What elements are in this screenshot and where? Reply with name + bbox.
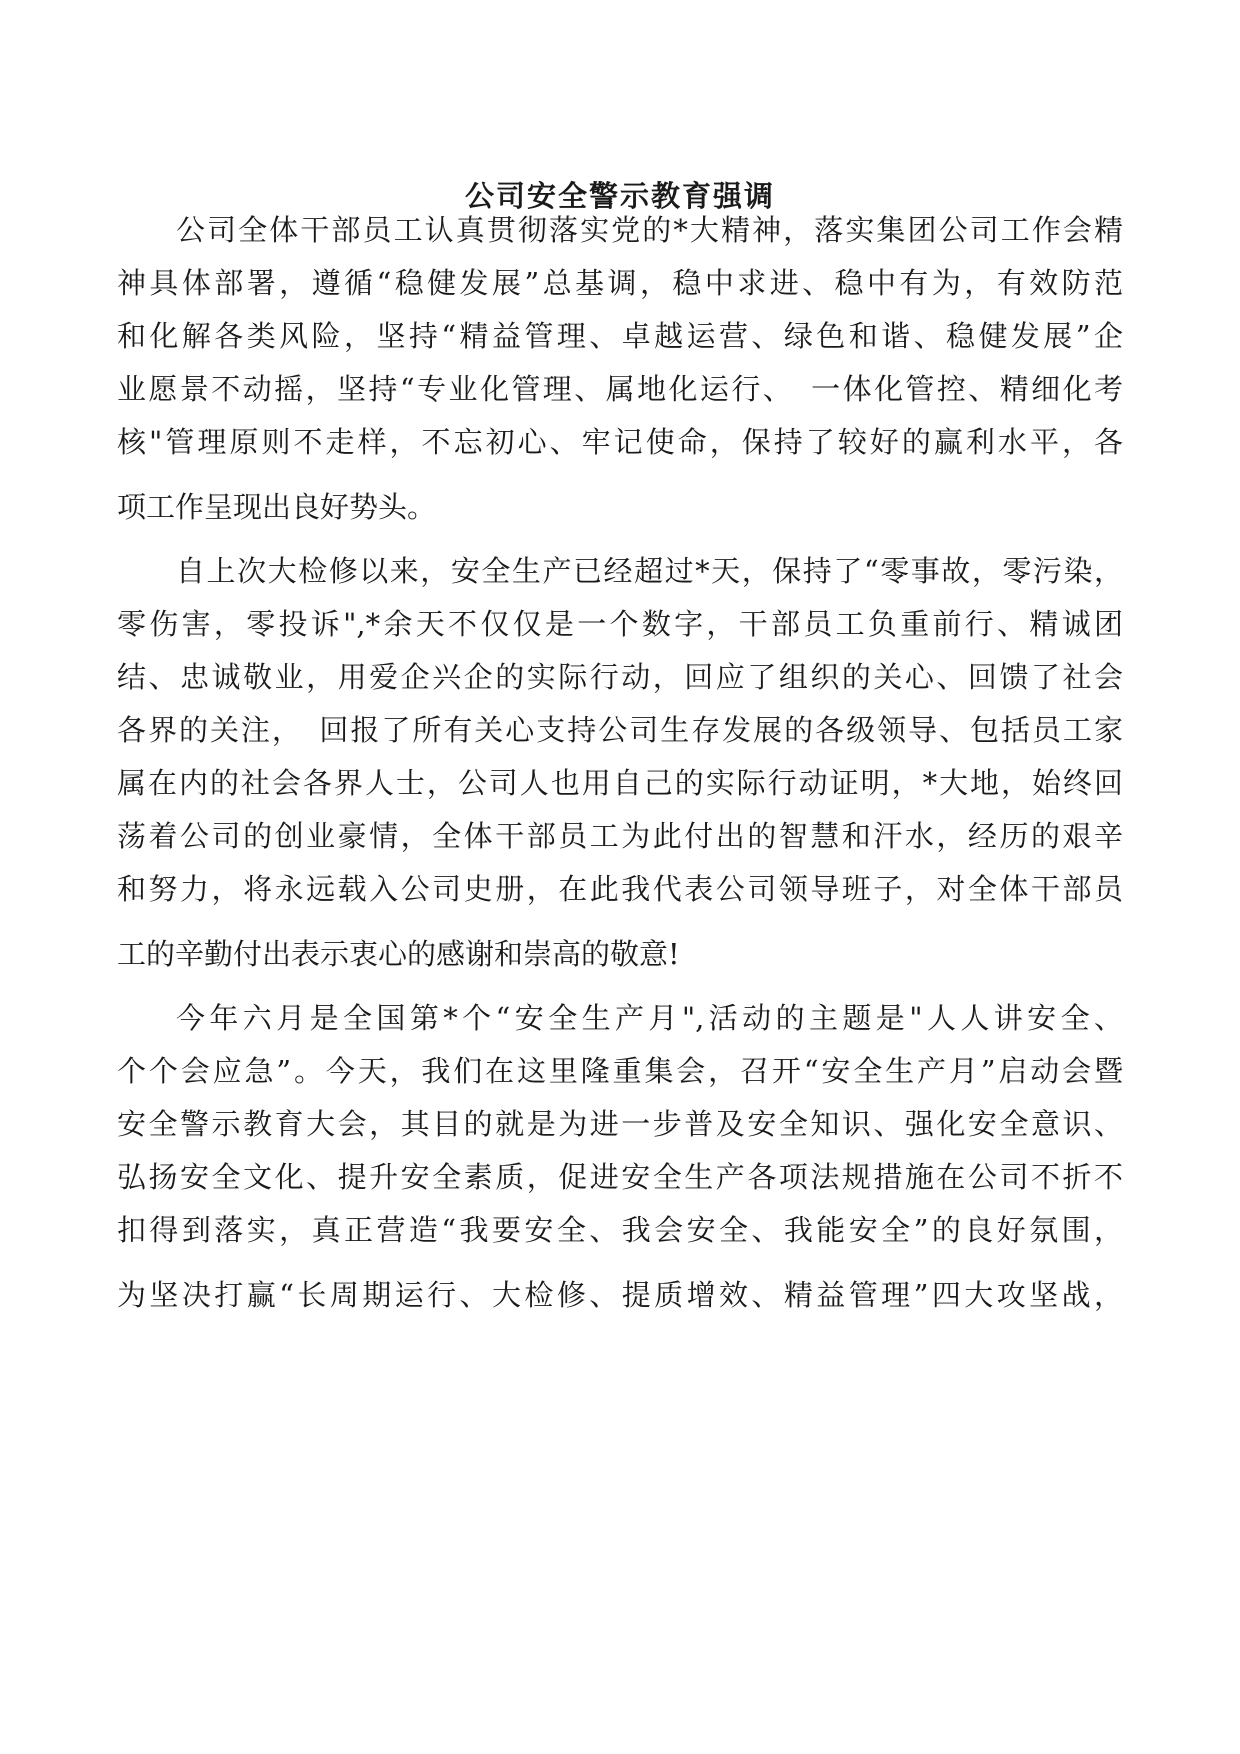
paragraph-3-line-5: 扣得到落实，真正营造“我要安全、我会安全、我能安全”的良好氛围， xyxy=(117,1213,1123,1247)
paragraph-2-line-1: 自上次大检修以来，安全生产已经超过*天，保持了“零事故，零污染， xyxy=(176,554,1123,588)
paragraph-3-line-6: 为坚决打赢“长周期运行、大检修、提质增效、精益管理”四大攻坚战， xyxy=(117,1278,1123,1312)
paragraph-2-line-7: 和努力，将永远载入公司史册，在此我代表公司领导班子，对全体干部员 xyxy=(117,872,1123,906)
paragraph-2-line-5: 属在内的社会各界人士，公司人也用自己的实际行动证明，*大地，始终回 xyxy=(117,766,1123,800)
paragraph-3-line-4: 弘扬安全文化、提升安全素质，促进安全生产各项法规措施在公司不折不 xyxy=(117,1160,1123,1194)
paragraph-2-line-2: 零伤害，零投诉",*余天不仅仅是一个数字，干部员工负重前行、精诚团 xyxy=(117,607,1123,641)
paragraph-2-line-4: 各界的关注， 回报了所有关心支持公司生存发展的各级领导、包括员工家 xyxy=(117,713,1123,747)
document-title: 公司安全警示教育强调 xyxy=(464,179,775,213)
paragraph-2-line-6: 荡着公司的创业豪情，全体干部员工为此付出的智慧和汗水，经历的艰辛 xyxy=(117,819,1123,853)
paragraph-1-line-1: 公司全体干部员工认真贯彻落实党的*大精神，落实集团公司工作会精 xyxy=(176,213,1123,247)
paragraph-1-line-2: 神具体部署，遵循“稳健发展”总基调，稳中求进、稳中有为，有效防范 xyxy=(117,266,1123,300)
paragraph-2-line-8: 工的辛勤付出表示衷心的感谢和崇高的敬意! xyxy=(117,937,680,971)
paragraph-3-line-2: 个个会应急”。今天，我们在这里隆重集会，召开“安全生产月”启动会暨 xyxy=(117,1054,1123,1088)
paragraph-3-line-1: 今年六月是全国第*个“安全生产月",活动的主题是"人人讲安全、 xyxy=(176,1001,1123,1035)
paragraph-1-line-4: 业愿景不动摇，坚持“专业化管理、属地化运行、 一体化管控、精细化考 xyxy=(117,372,1123,406)
paragraph-1-line-6: 项工作呈现出良好势头。 xyxy=(117,490,437,524)
paragraph-2-line-3: 结、忠诚敬业，用爱企兴企的实际行动，回应了组织的关心、回馈了社会 xyxy=(117,660,1123,694)
paragraph-1-line-5: 核"管理原则不走样，不忘初心、牢记使命，保持了较好的赢利水平，各 xyxy=(117,425,1123,459)
paragraph-1-line-3: 和化解各类风险，坚持“精益管理、卓越运营、绿色和谐、稳健发展”企 xyxy=(117,319,1123,353)
paragraph-3-line-3: 安全警示教育大会，其目的就是为进一步普及安全知识、强化安全意识、 xyxy=(117,1107,1123,1141)
